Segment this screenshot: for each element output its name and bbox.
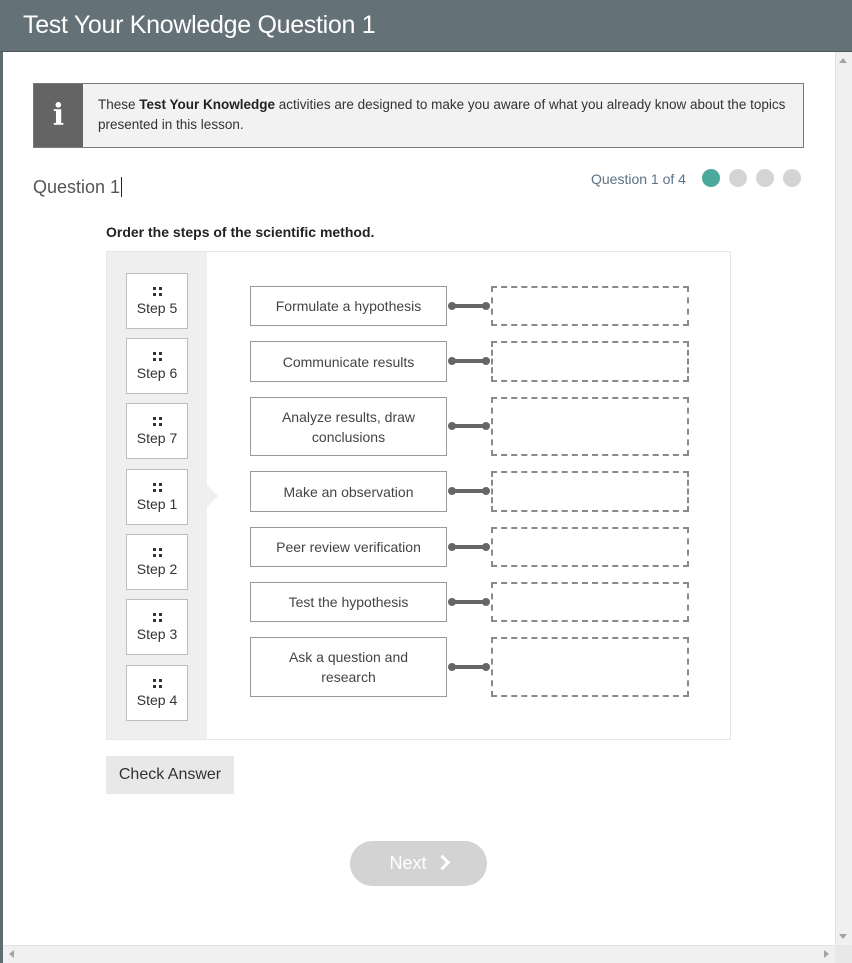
term-card: Analyze results, draw conclusions — [250, 397, 447, 456]
progress-dot-2[interactable] — [729, 169, 747, 187]
chip-label: Step 2 — [136, 561, 178, 577]
window-title: Test Your Knowledge Question 1 — [23, 11, 376, 39]
drag-handle-icon — [153, 352, 162, 361]
scroll-left-icon[interactable] — [9, 950, 14, 958]
term-card: Test the hypothesis — [250, 582, 447, 622]
info-icon: i — [34, 84, 83, 147]
text-caret — [121, 177, 122, 197]
drop-slot[interactable] — [491, 286, 689, 326]
drop-slot[interactable] — [491, 341, 689, 382]
window-left-edge — [0, 52, 3, 963]
info-text: These Test Your Knowledge activities are designed to make you aware of what you already know about the topics presented in this lesson. — [98, 97, 786, 132]
drag-handle-icon — [153, 417, 162, 426]
term-card: Formulate a hypothesis — [250, 286, 447, 326]
drag-handle-icon — [153, 483, 162, 492]
progress-dot-3[interactable] — [756, 169, 774, 187]
connector-icon — [448, 662, 492, 672]
connector-icon — [448, 486, 492, 496]
scroll-down-icon[interactable] — [839, 934, 847, 939]
progress-dot-4[interactable] — [783, 169, 801, 187]
connector-icon — [448, 597, 492, 607]
horizontal-scrollbar[interactable] — [3, 945, 835, 963]
draggable-chip[interactable] — [126, 273, 188, 329]
answer-bank — [107, 252, 207, 739]
connector-icon — [448, 421, 492, 431]
term-card: Make an observation — [250, 471, 447, 512]
chip-label: Step 4 — [136, 692, 178, 708]
next-label: Next — [389, 853, 427, 873]
drop-slot[interactable] — [491, 637, 689, 697]
term-card: Ask a question and research — [250, 637, 447, 697]
chip-label: Step 1 — [136, 496, 178, 512]
question-progress-label: Question 1 of 4 — [591, 171, 686, 187]
connector-icon — [448, 356, 492, 366]
question-heading: Question 1 — [33, 177, 121, 197]
drag-handle-icon — [153, 287, 162, 296]
drop-slot[interactable] — [491, 471, 689, 512]
scrollbar-corner — [835, 945, 852, 963]
scroll-right-icon[interactable] — [824, 950, 829, 958]
drop-slot[interactable] — [491, 397, 689, 456]
title-bar — [0, 0, 852, 52]
chip-label: Step 6 — [136, 365, 178, 381]
scroll-up-icon[interactable] — [839, 58, 847, 63]
drag-handle-icon — [153, 548, 162, 557]
draggable-chip[interactable] — [126, 338, 188, 394]
drag-handle-icon — [153, 679, 162, 688]
drop-slot[interactable] — [491, 582, 689, 622]
chevron-right-icon — [434, 855, 450, 871]
ordering-activity — [106, 251, 731, 740]
info-banner — [33, 83, 804, 148]
check-answer-button[interactable]: Check Answer — [106, 756, 234, 794]
chip-label: Step 5 — [136, 300, 178, 316]
chip-label: Step 3 — [136, 626, 178, 642]
drag-handle-icon — [153, 613, 162, 622]
term-card: Peer review verification — [250, 527, 447, 567]
term-card: Communicate results — [250, 341, 447, 382]
drop-slot[interactable] — [491, 527, 689, 567]
draggable-chip[interactable] — [126, 665, 188, 721]
question-prompt: Order the steps of the scientific method. — [106, 224, 375, 240]
connector-icon — [448, 301, 492, 311]
draggable-chip[interactable] — [126, 599, 188, 655]
question-progress-dots — [702, 169, 801, 187]
bank-pointer — [207, 485, 218, 507]
connector-icon — [448, 542, 492, 552]
draggable-chip[interactable] — [126, 534, 188, 590]
vertical-scrollbar[interactable] — [835, 52, 852, 945]
next-button[interactable] — [350, 841, 487, 886]
chip-label: Step 7 — [136, 430, 178, 446]
draggable-chip[interactable] — [126, 403, 188, 459]
draggable-chip[interactable] — [126, 469, 188, 525]
progress-dot-1[interactable] — [702, 169, 720, 187]
